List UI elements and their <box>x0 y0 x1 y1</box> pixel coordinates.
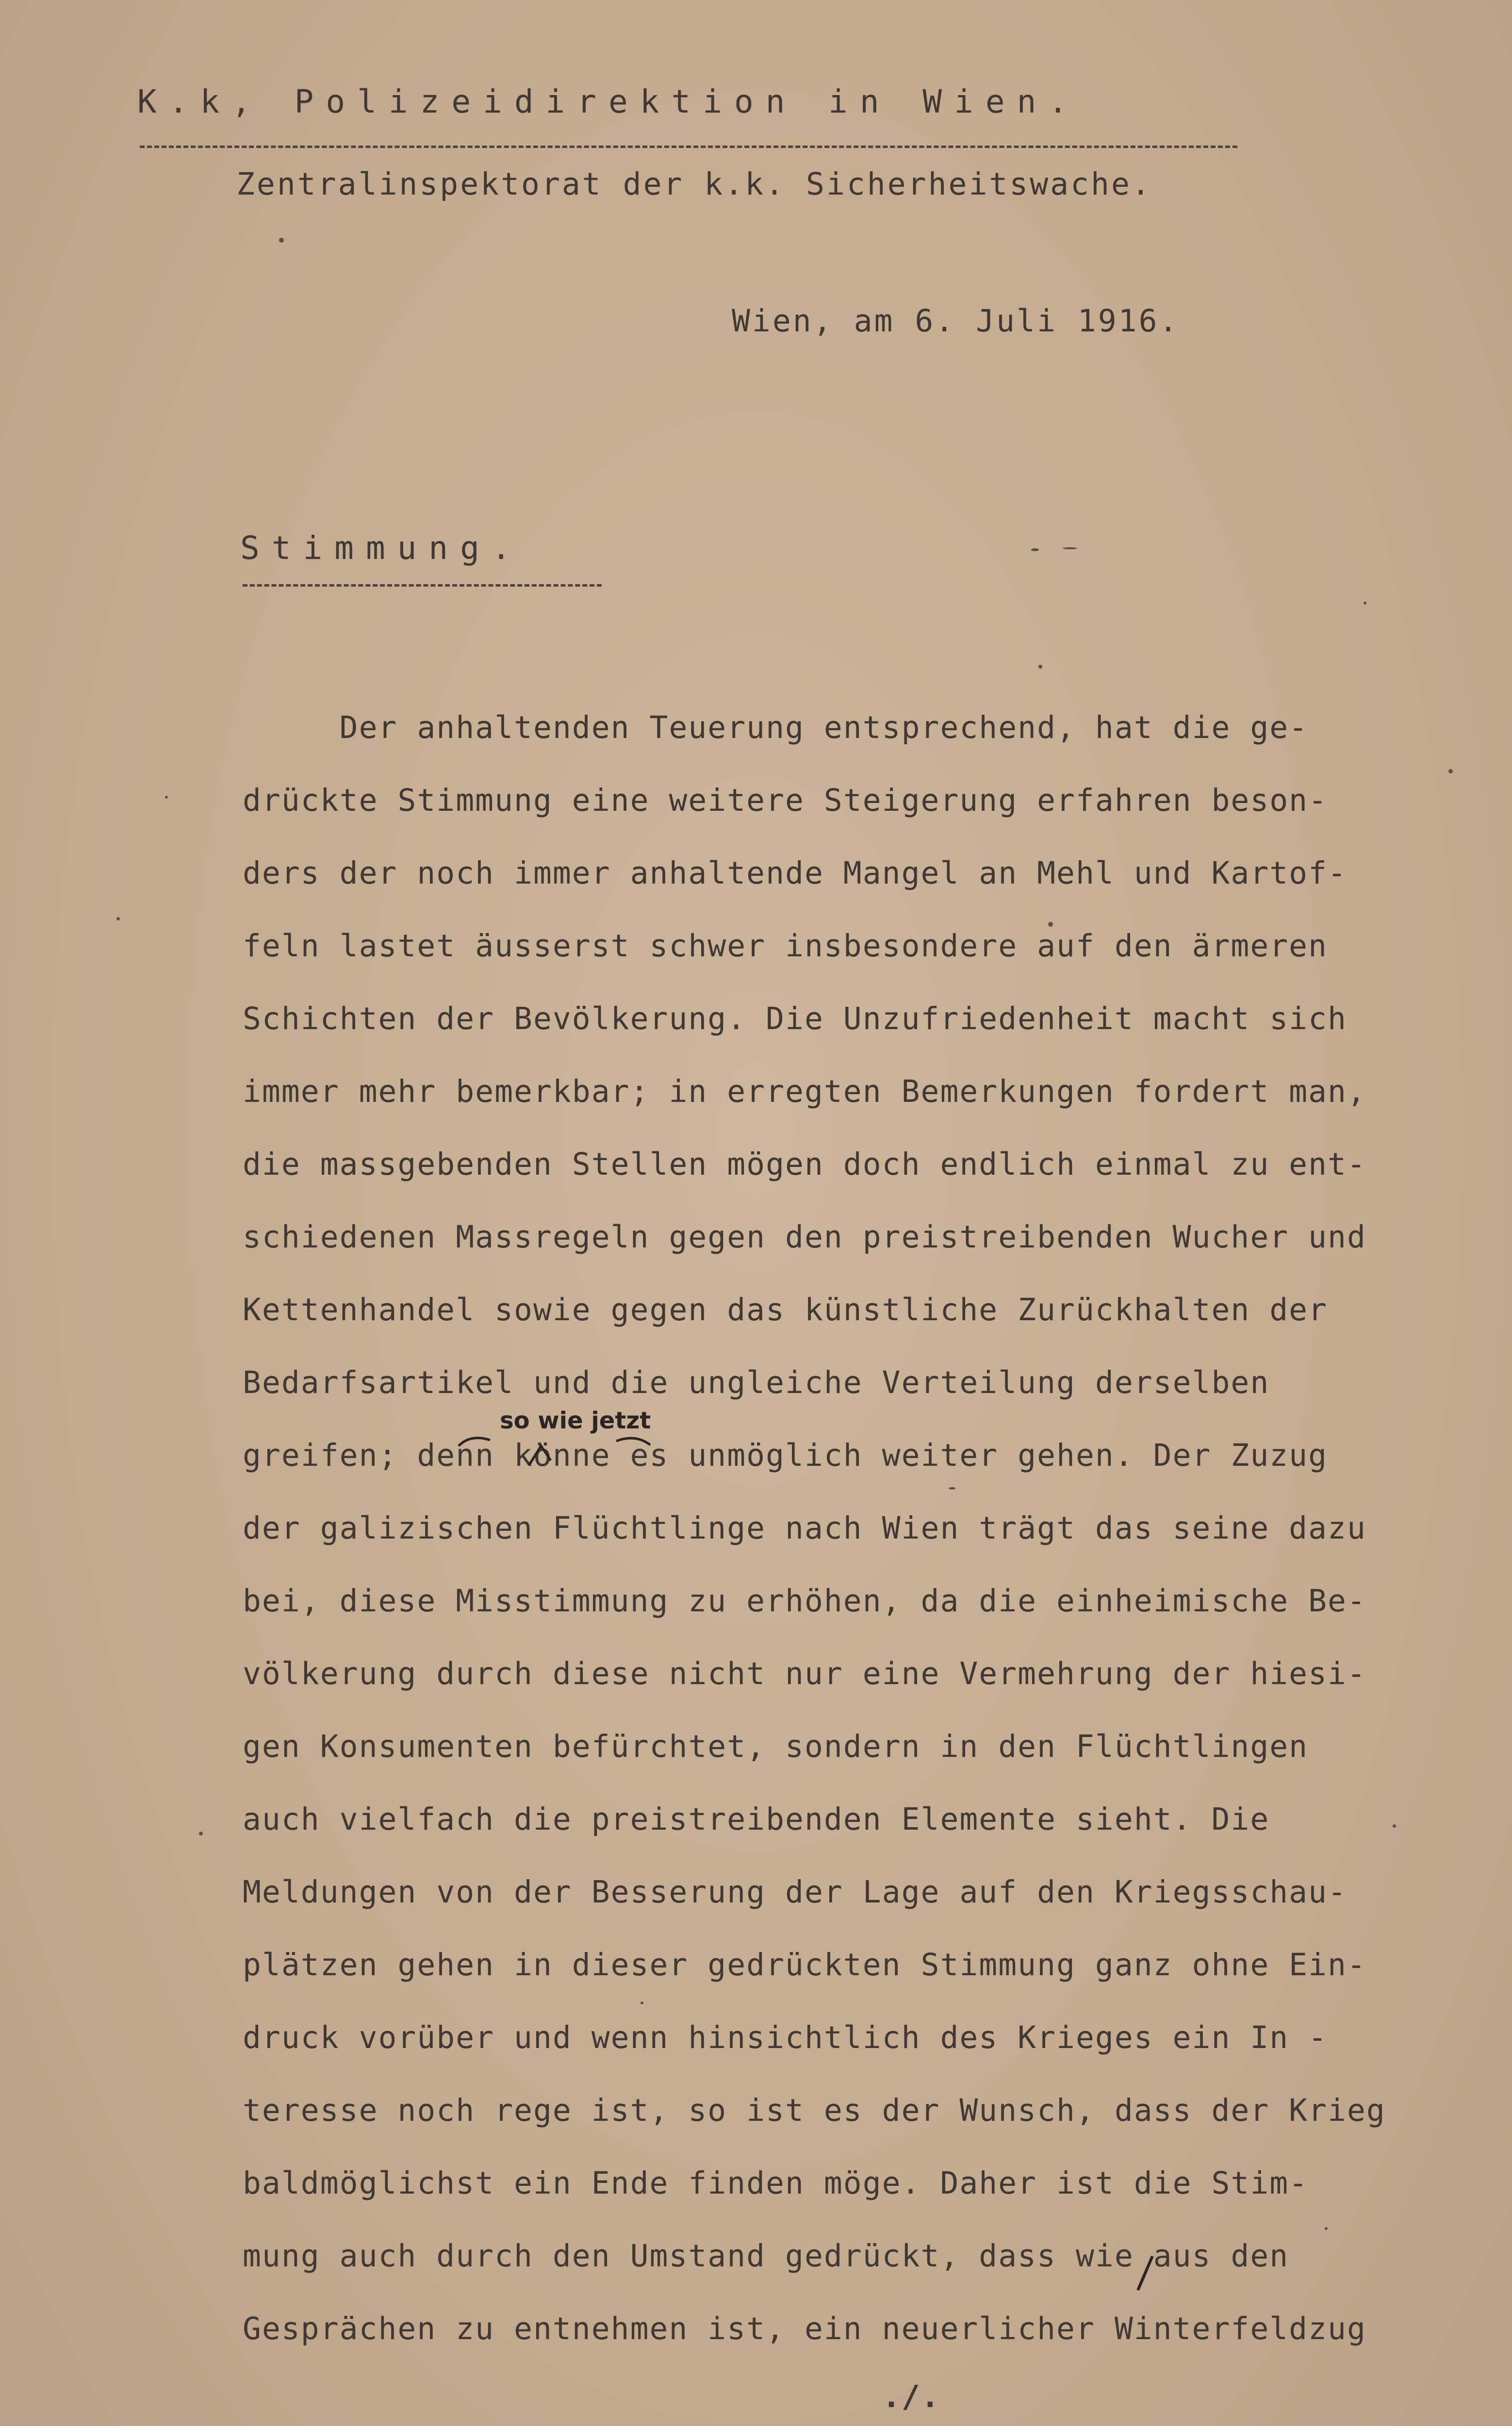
body-line: mung auch durch den Umstand gedrückt, dass wie aus den <box>243 2238 1289 2274</box>
continuation-mark: ./. <box>882 2379 940 2414</box>
body-line: druck vorüber und wenn hinsichtlich des Krieges ein In - <box>243 2020 1328 2055</box>
body-line: teresse noch rege ist, so ist es der Wunsch, dass der Krieg <box>243 2093 1386 2128</box>
body-line: Meldungen von der Besserung der Lage auf den Kriegsschau- <box>243 1874 1347 1910</box>
body-line: der galizischen Flüchtlinge nach Wien trägt das seine dazu <box>243 1510 1366 1546</box>
paper-speck <box>641 2001 643 2004</box>
insertion-caret-mark <box>456 1431 670 1470</box>
body-line: Kettenhandel sowie gegen das künstliche Zurückhalten der <box>243 1292 1328 1328</box>
header-authority: K.k, Polizeidirektion in Wien. <box>137 83 1080 120</box>
paper-speck <box>1063 547 1077 549</box>
body-line: Schichten der Bevölkerung. Die Unzufriedenheit macht sich <box>243 1001 1347 1036</box>
paper-speck <box>949 1487 955 1490</box>
paper-speck <box>1048 922 1053 927</box>
body-line: völkerung durch diese nicht nur eine Vermehrung der hiesi- <box>243 1656 1366 1691</box>
paper-speck <box>199 1832 203 1836</box>
body-line: immer mehr bemerkbar; in erregten Bemerkungen fordert man, <box>243 1074 1366 1109</box>
date-line: Wien, am 6. Juli 1916. <box>732 303 1180 339</box>
body-line: Gesprächen zu entnehmen ist, ein neuerlicher Winterfeldzug <box>243 2311 1366 2346</box>
body-line: Bedarfsartikel und die ungleiche Verteilung derselben <box>243 1365 1270 1400</box>
header-department: Zentralinspektorat der k.k. Sicherheitswache. <box>236 166 1152 202</box>
body-line: feln lastet äusserst schwer insbesondere auf den ärmeren <box>243 928 1328 964</box>
paper-speck <box>279 238 284 243</box>
paper-speck <box>1364 602 1366 605</box>
body-line: ders der noch immer anhaltende Mangel an Mehl und Kartof- <box>243 855 1347 891</box>
paper-speck <box>116 917 120 920</box>
header-rule <box>140 146 1237 148</box>
subject-rule <box>243 584 602 587</box>
body-line: plätzen gehen in dieser gedrückten Stimmung ganz ohne Ein- <box>243 1947 1366 1983</box>
body-line: gen Konsumenten befürchtet, sondern in den Flüchtlingen <box>243 1729 1309 1764</box>
body-line: auch vielfach die preistreibenden Elemente sieht. Die <box>243 1802 1270 1837</box>
handwritten-slash-mark <box>1131 2251 1160 2295</box>
handwritten-insertion: so wie jetzt <box>500 1407 651 1434</box>
paper-speck <box>1393 1824 1396 1828</box>
body-line: bei, diese Misstimmung zu erhöhen, da die einheimische Be- <box>243 1583 1366 1619</box>
paper-speck <box>1031 548 1039 551</box>
body-line: die massgebenden Stellen mögen doch endlich einmal zu ent- <box>243 1147 1366 1182</box>
paper-speck <box>1448 769 1453 773</box>
paper-speck <box>1038 665 1042 669</box>
body-line: greifen; denn könne es unmöglich weiter gehen. Der Zuzug <box>243 1438 1328 1473</box>
paper-speck <box>1325 2227 1328 2230</box>
paper-speck <box>165 796 168 799</box>
body-line: schiedenen Massregeln gegen den preistreibenden Wucher und <box>243 1219 1366 1255</box>
body-line: drückte Stimmung eine weitere Steigerung erfahren beson- <box>243 783 1328 818</box>
subject-heading: Stimmung. <box>240 529 523 567</box>
body-line: Der anhaltenden Teuerung entsprechend, hat die ge- <box>243 710 1309 745</box>
body-line: baldmöglichst ein Ende finden möge. Daher ist die Stim- <box>243 2165 1309 2201</box>
